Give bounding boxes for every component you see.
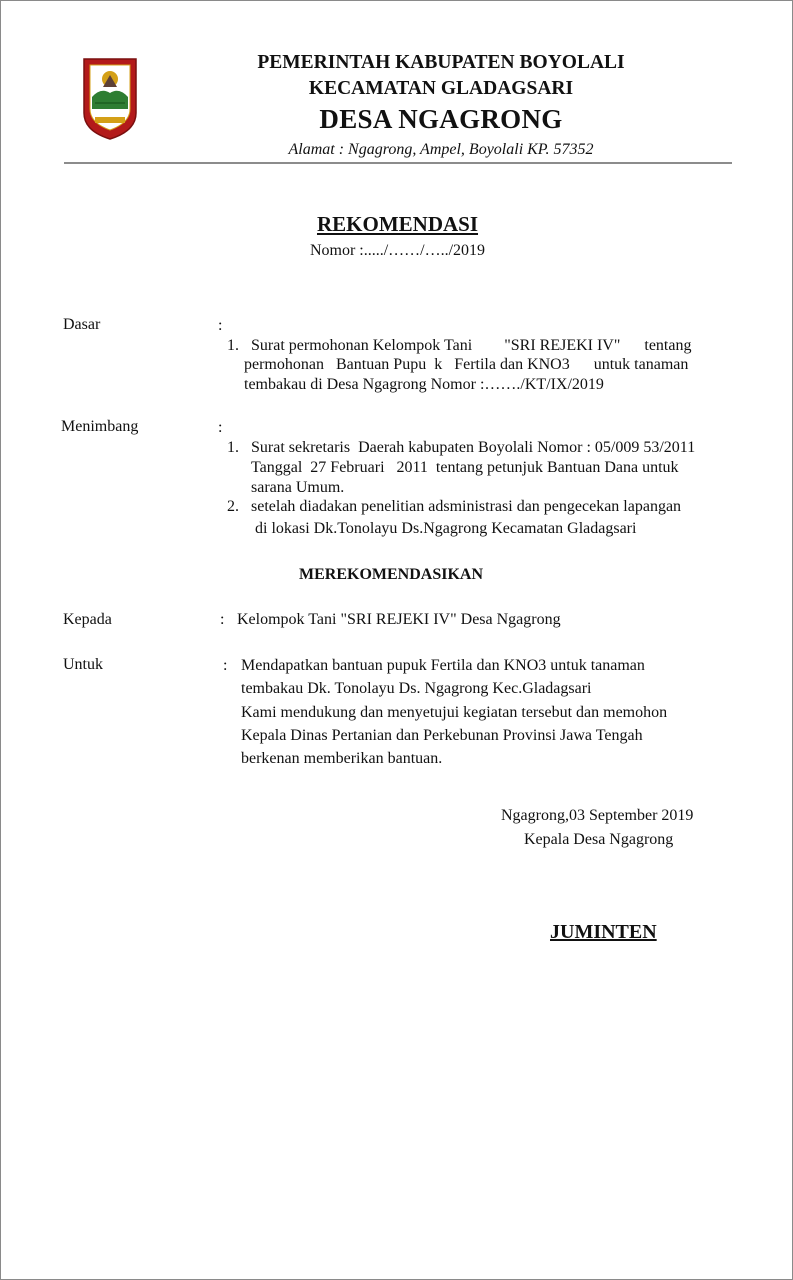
untuk-line5: berkenan memberikan bantuan. [241,750,443,767]
dasar-colon: : [218,317,223,334]
menimbang-item1-line2: Tanggal 27 Februari 2011 tentang petunjuk Bantuan Dana untuk [251,459,679,476]
dasar-item1-line3: tembakau di Desa Ngagrong Nomor :……./KT/IX/2019 [244,376,604,393]
signer-position: Kepala Desa Ngagrong [524,831,674,848]
letter-title [1,212,793,237]
kepada-value: Kelompok Tani "SRI REJEKI IV" Desa Ngagrong [237,611,561,628]
kepada-colon: : [220,611,225,628]
menimbang-item1-line1: Surat sekretaris Daerah kabupaten Boyolali Nomor : 05/009 53/2011 [251,439,696,456]
kepada-label: Kepada [63,611,112,628]
untuk-label: Untuk [63,656,103,673]
menimbang-label: Menimbang [61,418,139,435]
address-line: Alamat : Ngagrong, Ampel, Boyolali KP. 57352 [288,141,594,158]
village-heading: DESA NGAGRONG [319,104,563,134]
district-heading: KECAMATAN GLADAGSARI [308,78,574,99]
menimbang-item1-line3: sarana Umum. [251,479,345,496]
signer-name: JUMINTEN [550,921,657,943]
place-date: Ngagrong,03 September 2019 [501,807,694,824]
dasar-item1-line2: permohonan Bantuan Pupu k Fertila dan KNO3 untuk tanaman [244,356,689,373]
dasar-item1-number: 1. [227,337,239,354]
untuk-line1: Mendapatkan bantuan pupuk Fertila dan KNO3 untuk tanaman [241,657,645,674]
letter-title-text: REKOMENDASI [316,212,479,236]
untuk-line4: Kepala Dinas Pertanian dan Perkebunan Provinsi Jawa Tengah [241,727,643,744]
untuk-line3: Kami mendukung dan menyetujui kegiatan tersebut dan memohon [241,704,668,721]
untuk-colon: : [223,657,228,674]
merekomendasikan-heading: MEREKOMENDASIKAN [299,566,484,583]
letter-number: Nomor :...../……/…../2019 [309,242,486,259]
government-heading: PEMERINTAH KABUPATEN BOYOLALI [257,52,625,73]
boyolali-coat-of-arms-logo [81,57,139,141]
menimbang-colon: : [218,419,223,436]
header-divider [64,162,732,164]
menimbang-item2-line1: setelah diadakan penelitian adsministrasi dan pengecekan lapangan [251,498,682,515]
menimbang-item1-number: 1. [227,439,239,456]
untuk-line2: tembakau Dk. Tonolayu Ds. Ngagrong Kec.Gladagsari [241,680,592,697]
dasar-label: Dasar [63,316,101,333]
menimbang-item2-line2: di lokasi Dk.Tonolayu Ds.Ngagrong Kecamatan Gladagsari [255,520,637,537]
dasar-item1-line1: Surat permohonan Kelompok Tani "SRI REJEKI IV" tentang [251,337,692,354]
menimbang-item2-number: 2. [227,498,239,515]
